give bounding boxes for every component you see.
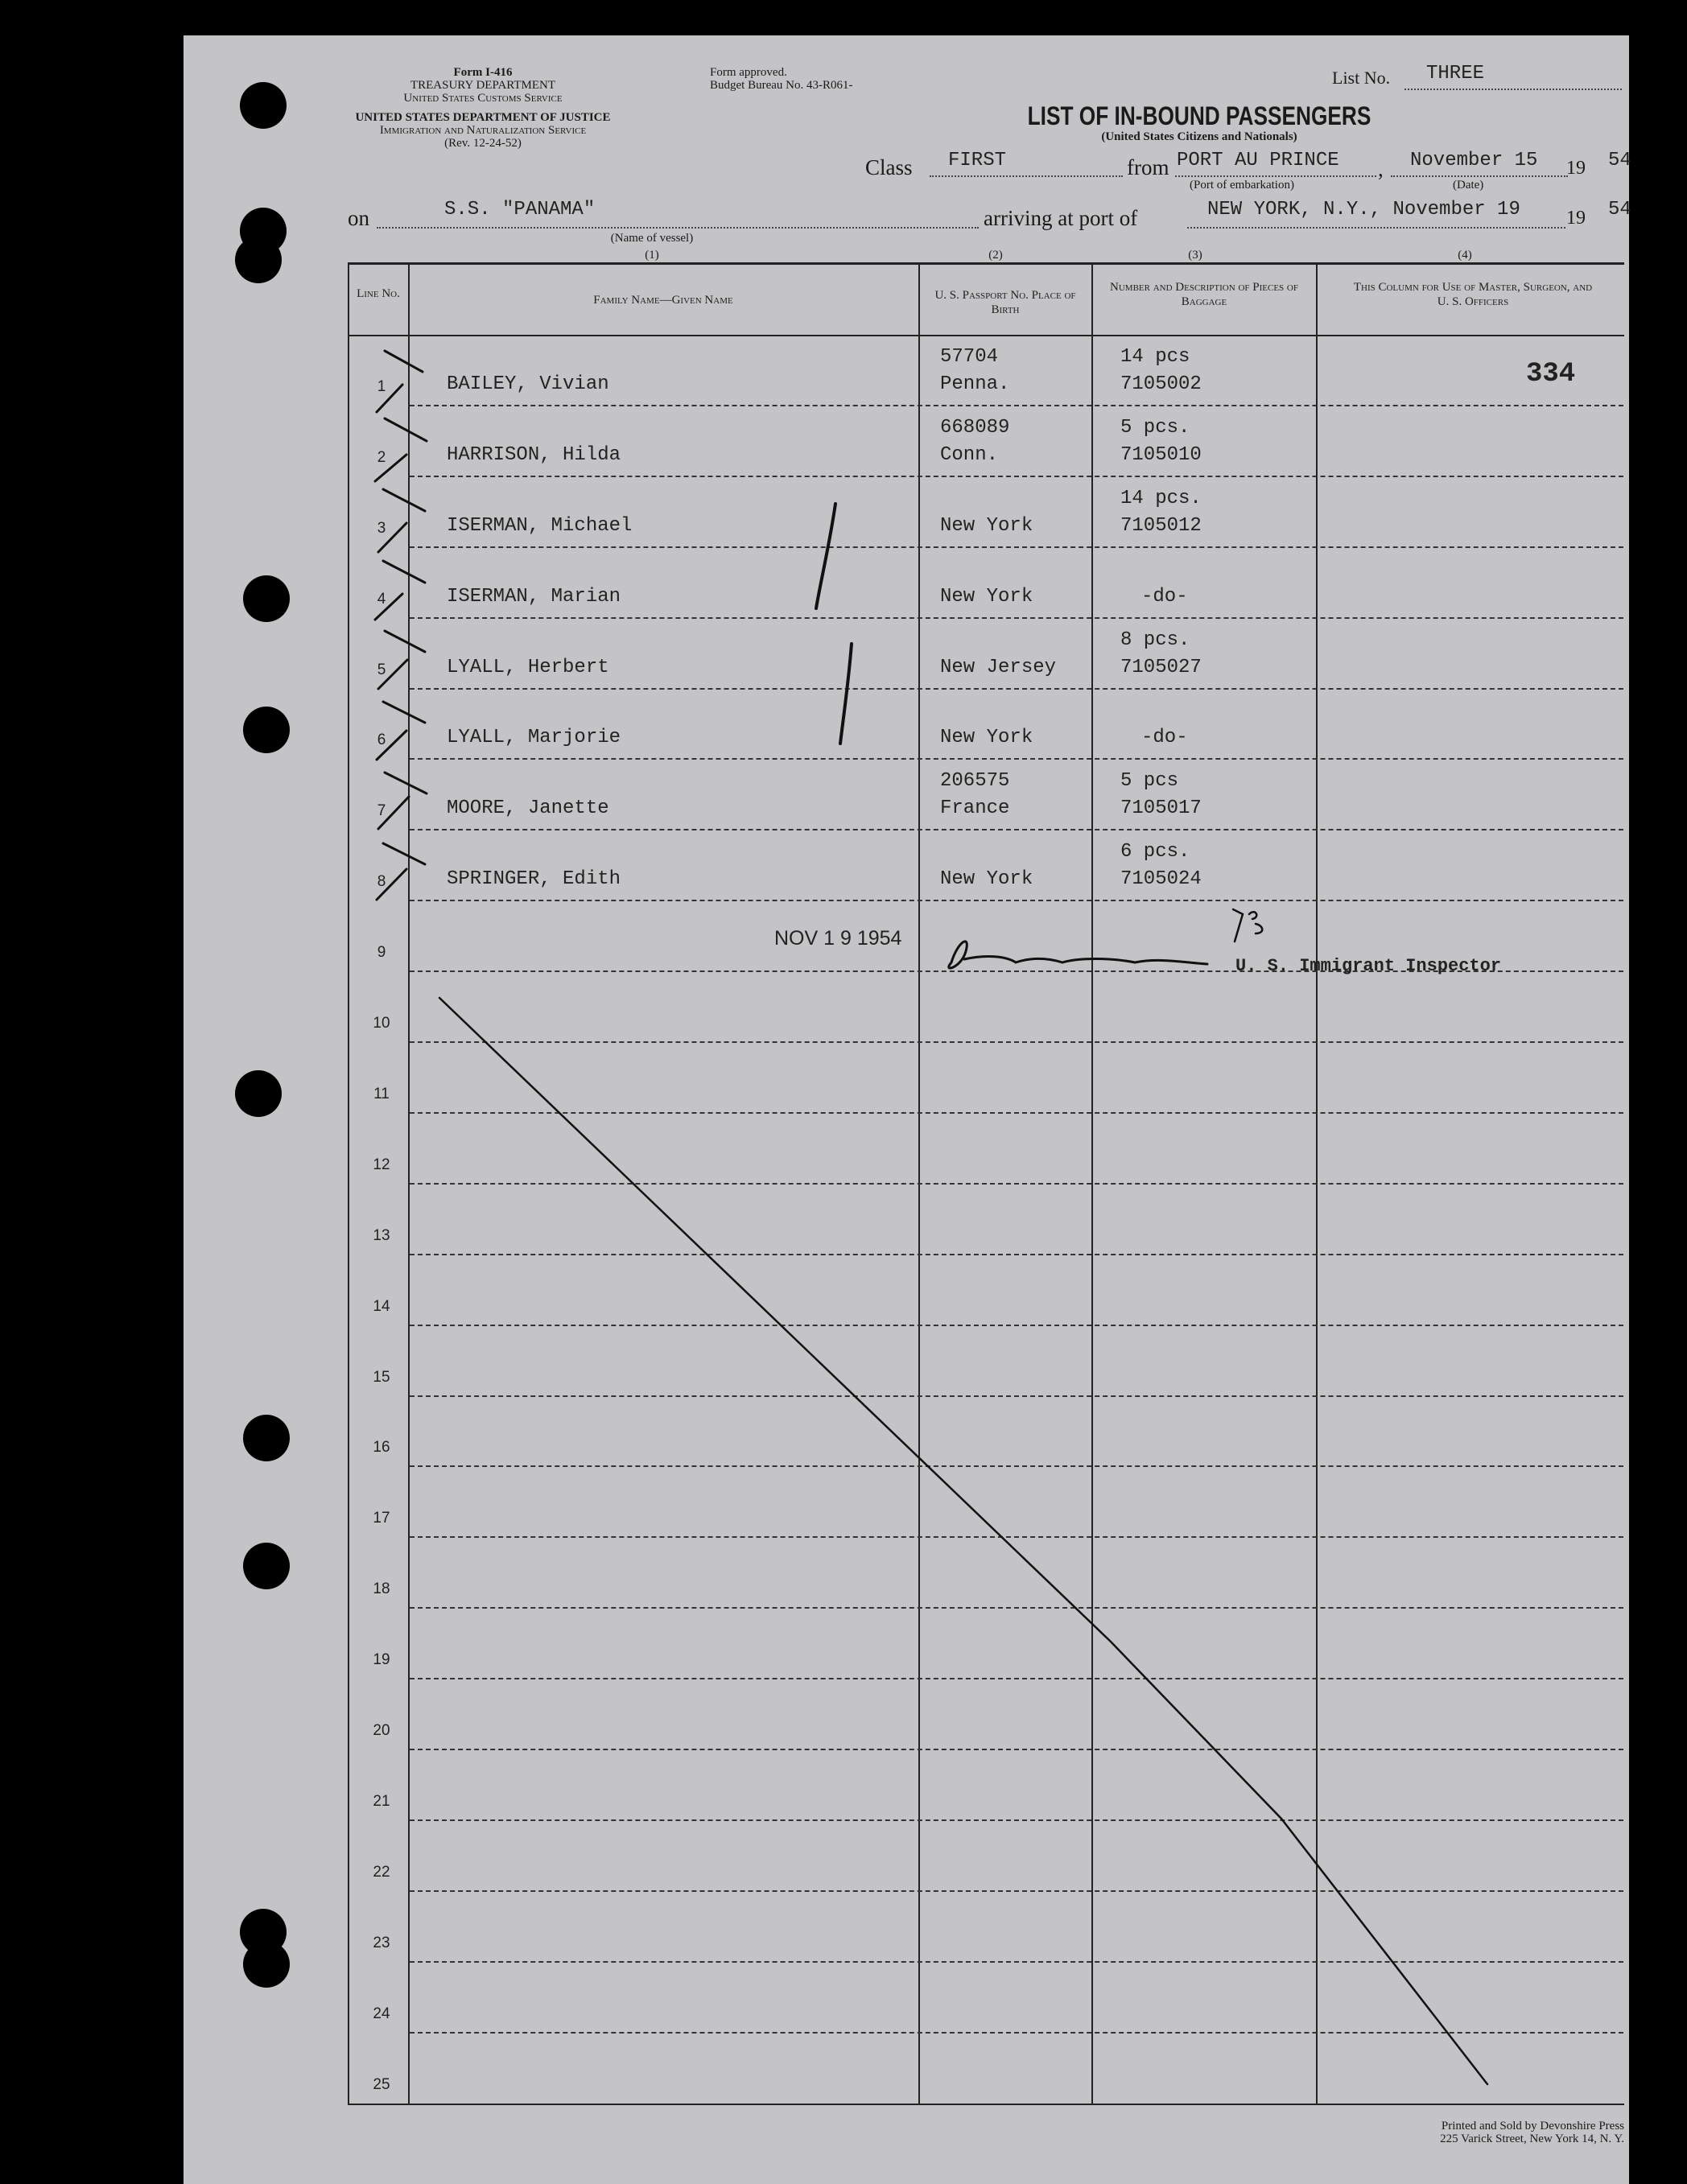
place-of-birth: Conn. bbox=[940, 443, 999, 466]
passport-number: 206575 bbox=[940, 770, 1010, 793]
form-subtitle: (United States Citizens and Nationals) bbox=[1101, 130, 1297, 143]
form-id: Form I-416 bbox=[453, 66, 513, 79]
year-suffix: 54 bbox=[1608, 150, 1631, 171]
year-prefix: 19 bbox=[1566, 158, 1586, 179]
officer-note: 334 bbox=[1526, 358, 1576, 389]
baggage-number: 7105027 bbox=[1120, 656, 1202, 678]
check-mark bbox=[377, 869, 406, 900]
check-mark bbox=[377, 731, 406, 760]
form-title: LIST OF IN-BOUND PASSENGERS bbox=[1027, 101, 1371, 130]
passenger-name: LYALL, Herbert bbox=[447, 656, 609, 678]
header-name: Family Name—Given Name bbox=[593, 294, 733, 307]
dept-treasury-sub: United States Customs Service bbox=[403, 92, 563, 105]
line-number: 22 bbox=[373, 1863, 390, 1881]
passenger-name: BAILEY, Vivian bbox=[447, 373, 609, 395]
inspector-initial bbox=[1233, 909, 1243, 942]
place-of-birth: New York bbox=[940, 868, 1033, 891]
line-number: 12 bbox=[373, 1156, 390, 1173]
arrival-port: NEW YORK, N.Y., November 19 bbox=[1207, 199, 1520, 220]
baggage-number: 7105017 bbox=[1120, 797, 1202, 820]
list-no-label: List No. bbox=[1332, 68, 1391, 88]
baggage-pieces: -do- bbox=[1141, 727, 1188, 749]
check-mark bbox=[378, 660, 407, 689]
passenger-name: HARRISON, Hilda bbox=[447, 443, 621, 466]
class-value: FIRST bbox=[948, 150, 1007, 171]
check-mark bbox=[383, 489, 425, 511]
line-number: 1 bbox=[377, 377, 386, 395]
line-number: 18 bbox=[373, 1580, 390, 1598]
date-note: (Date) bbox=[1453, 179, 1484, 192]
header-line-no: Line No. bbox=[357, 287, 400, 300]
check-mark bbox=[385, 631, 425, 652]
printer-line-1: Printed and Sold by Devonshire Press bbox=[1441, 2120, 1624, 2132]
printer-line-2: 225 Varick Street, New York 14, N. Y. bbox=[1440, 2132, 1624, 2145]
baggage-pieces: 6 pcs. bbox=[1120, 841, 1190, 863]
line-number: 17 bbox=[373, 1510, 390, 1527]
date-stamp: NOV 1 9 1954 bbox=[774, 927, 902, 950]
port-embarkation: PORT AU PRINCE bbox=[1177, 150, 1339, 171]
line-number: 13 bbox=[373, 1226, 390, 1244]
line-number: 9 bbox=[377, 944, 386, 962]
budget-bureau: Budget Bureau No. 43-R061- bbox=[710, 79, 853, 92]
baggage-pieces: 8 pcs. bbox=[1120, 628, 1190, 651]
baggage-pieces: -do- bbox=[1141, 585, 1188, 608]
line-number: 23 bbox=[373, 1934, 390, 1951]
check-mark bbox=[385, 773, 427, 793]
check-mark bbox=[377, 385, 402, 412]
dept-treasury: TREASURY DEPARTMENT bbox=[410, 79, 556, 92]
place-of-birth: New York bbox=[940, 727, 1033, 749]
on-label: on bbox=[348, 206, 369, 230]
tally-mark bbox=[816, 504, 835, 608]
line-number: 2 bbox=[377, 448, 386, 466]
line-number: 3 bbox=[377, 519, 386, 537]
col-num-3: (3) bbox=[1188, 249, 1202, 262]
line-number: 21 bbox=[373, 1792, 390, 1810]
check-mark bbox=[378, 523, 406, 552]
vessel-note: (Name of vessel) bbox=[610, 232, 694, 245]
check-mark bbox=[385, 351, 423, 372]
check-mark bbox=[378, 797, 409, 829]
line-number: 14 bbox=[373, 1297, 390, 1315]
line-number: 4 bbox=[377, 590, 386, 608]
check-mark bbox=[375, 455, 406, 481]
place-of-birth: New York bbox=[940, 514, 1033, 537]
class-label: Class bbox=[865, 155, 913, 179]
baggage-pieces: 14 pcs. bbox=[1120, 487, 1202, 509]
header-baggage: Number and Description of Pieces of Baggage bbox=[1110, 281, 1298, 308]
baggage-number: 7105012 bbox=[1120, 514, 1202, 537]
line-number: 8 bbox=[377, 873, 386, 891]
baggage-pieces: 5 pcs bbox=[1120, 770, 1179, 793]
passenger-name: ISERMAN, Michael bbox=[447, 514, 633, 537]
baggage-pieces: 5 pcs. bbox=[1120, 416, 1190, 439]
line-number: 5 bbox=[377, 661, 386, 678]
line-number: 15 bbox=[373, 1368, 390, 1386]
baggage-number: 7105002 bbox=[1120, 373, 1202, 395]
place-of-birth: France bbox=[940, 797, 1010, 820]
passport-number: 668089 bbox=[940, 416, 1010, 439]
inspector-title: U. S. Immigrant Inspector bbox=[1235, 956, 1502, 976]
col-num-1: (1) bbox=[645, 249, 659, 262]
baggage-pieces: 14 pcs bbox=[1120, 345, 1190, 368]
line-number: 11 bbox=[373, 1085, 390, 1102]
tally-mark bbox=[840, 644, 852, 744]
arriving-label: arriving at port of bbox=[984, 206, 1138, 230]
place-of-birth: New Jersey bbox=[940, 656, 1057, 678]
line-number: 7 bbox=[377, 802, 386, 820]
header-officers: This Column for Use of Master, Surgeon, and U. S. Officers bbox=[1353, 281, 1593, 308]
from-label: from bbox=[1127, 155, 1169, 179]
form-revision: (Rev. 12-24-52) bbox=[444, 137, 522, 150]
arrival-year-prefix: 19 bbox=[1566, 208, 1586, 229]
line-number: 6 bbox=[377, 731, 386, 749]
printer-imprint bbox=[1326, 2120, 1624, 2145]
place-of-birth: New York bbox=[940, 585, 1033, 608]
line-number: 10 bbox=[373, 1015, 390, 1032]
passenger-name: SPRINGER, Edith bbox=[447, 868, 621, 891]
check-mark bbox=[385, 418, 427, 441]
passenger-name: MOORE, Janette bbox=[447, 797, 609, 820]
line-number: 16 bbox=[373, 1439, 390, 1457]
header-passport: U. S. Passport No. Place of Birth bbox=[934, 289, 1076, 316]
list-no-value: THREE bbox=[1426, 63, 1485, 84]
place-of-birth: Penna. bbox=[940, 373, 1010, 395]
check-mark bbox=[383, 843, 425, 864]
line-number: 19 bbox=[373, 1651, 390, 1669]
dept-justice: UNITED STATES DEPARTMENT OF JUSTICE bbox=[355, 111, 611, 124]
line-number: 24 bbox=[373, 2005, 390, 2022]
baggage-number: 7105024 bbox=[1120, 868, 1202, 891]
line-number: 25 bbox=[373, 2075, 390, 2093]
departure-date: November 15 bbox=[1410, 150, 1538, 171]
col-num-2: (2) bbox=[988, 249, 1003, 262]
check-mark bbox=[375, 594, 402, 620]
arrival-year-suffix: 54 bbox=[1608, 199, 1631, 220]
passenger-name: ISERMAN, Marian bbox=[447, 585, 621, 608]
dept-justice-sub: Immigration and Naturalization Service bbox=[379, 124, 587, 137]
cancel-line bbox=[439, 998, 1487, 2084]
form-approved: Form approved. bbox=[710, 66, 787, 79]
vessel-name: S.S. "PANAMA" bbox=[444, 199, 596, 220]
col-num-4: (4) bbox=[1458, 249, 1472, 262]
check-mark bbox=[383, 702, 425, 723]
inspector-signature bbox=[949, 942, 1207, 968]
port-note: (Port of embarkation) bbox=[1190, 179, 1294, 192]
passport-number: 57704 bbox=[940, 345, 999, 368]
check-mark bbox=[383, 561, 425, 583]
line-number: 20 bbox=[373, 1722, 390, 1739]
baggage-number: 7105010 bbox=[1120, 443, 1202, 466]
passenger-name: LYALL, Marjorie bbox=[447, 727, 621, 749]
